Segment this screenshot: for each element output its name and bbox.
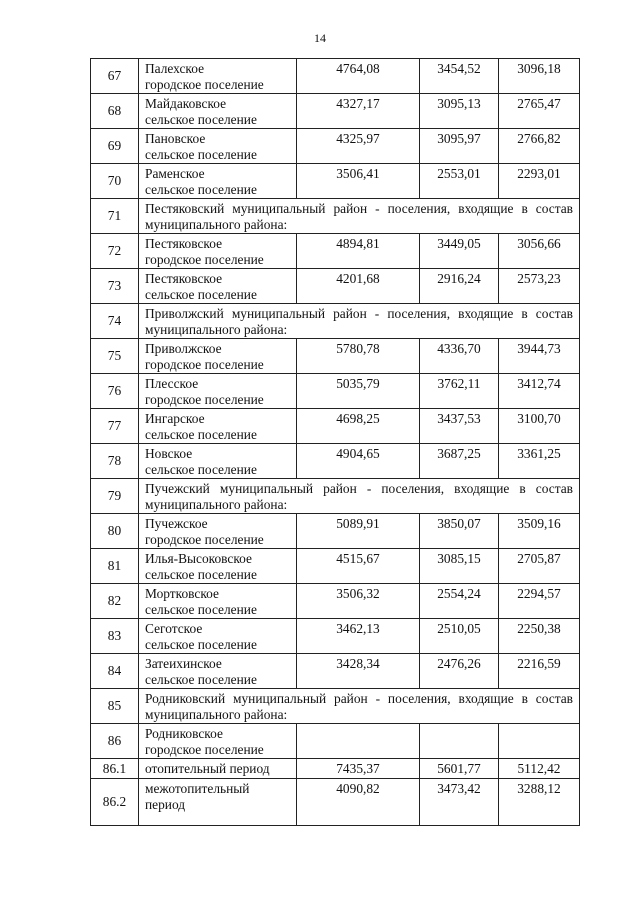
table-row: [91, 444, 580, 479]
settlement-name-line: Пестяковское: [145, 236, 223, 251]
table-row: [91, 759, 580, 779]
settlement-name-line: городское поселение: [145, 531, 264, 547]
value-cell-3: 3100,70: [499, 409, 580, 444]
value-cell-1: 4515,67: [297, 549, 420, 584]
district-header: Пучежский муниципальный район - поселения, входящие в состав муниципального района:: [139, 479, 580, 514]
settlement-name: [139, 269, 297, 304]
settlement-name-line: Пучежское: [145, 516, 208, 531]
value-cell-1: 4325,97: [297, 129, 420, 164]
value-cell-2: 2510,05: [420, 619, 499, 654]
value-cell-3: 2294,57: [499, 584, 580, 619]
value-cell-1: 4894,81: [297, 234, 420, 269]
value-cell-2: 2554,24: [420, 584, 499, 619]
settlement-name-line: городское поселение: [145, 391, 264, 407]
table-body: [91, 59, 580, 826]
value-cell-3: 2293,01: [499, 164, 580, 199]
row-number: 77: [91, 409, 139, 444]
value-cell-2: 3449,05: [420, 234, 499, 269]
settlement-name-line: Палехское: [145, 61, 205, 76]
value-cell-3: 2705,87: [499, 549, 580, 584]
settlement-name: [139, 374, 297, 409]
settlement-name-line: Приволжское: [145, 341, 222, 356]
table-row: [91, 234, 580, 269]
settlement-name-line: Ингарское: [145, 411, 205, 426]
settlement-name-line: городское поселение: [145, 356, 264, 372]
table-row: [91, 514, 580, 549]
table-row: [91, 129, 580, 164]
row-number: 72: [91, 234, 139, 269]
settlement-name-line: сельское поселение: [145, 111, 257, 127]
row-number: 73: [91, 269, 139, 304]
table-row: [91, 654, 580, 689]
settlement-name: [139, 514, 297, 549]
row-number: 71: [91, 199, 139, 234]
settlement-name-line: сельское поселение: [145, 146, 257, 162]
value-cell-3: [499, 724, 580, 759]
table-row: [91, 339, 580, 374]
value-cell-3: 3412,74: [499, 374, 580, 409]
table-row: [91, 269, 580, 304]
value-cell-1: 5780,78: [297, 339, 420, 374]
value-cell-3: 2216,59: [499, 654, 580, 689]
settlement-name-line: Илья-Высоковское: [145, 551, 252, 566]
table-row: [91, 409, 580, 444]
value-cell-1: 3506,32: [297, 584, 420, 619]
value-cell-2: 5601,77: [420, 759, 499, 779]
row-number: 74: [91, 304, 139, 339]
settlement-name-line: Майдаковское: [145, 96, 227, 111]
row-number: 76: [91, 374, 139, 409]
settlement-name: [139, 164, 297, 199]
value-cell-2: 3095,97: [420, 129, 499, 164]
settlement-name-line: сельское поселение: [145, 181, 257, 197]
value-cell-1: 4090,82: [297, 779, 420, 826]
settlement-name-line: Раменское: [145, 166, 205, 181]
value-cell-3: 3361,25: [499, 444, 580, 479]
row-number: 68: [91, 94, 139, 129]
settlement-name-line: сельское поселение: [145, 461, 257, 477]
value-cell-1: 4201,68: [297, 269, 420, 304]
table-row: [91, 199, 580, 234]
settlement-name-line: Затеихинское: [145, 656, 222, 671]
table-row: [91, 479, 580, 514]
table-row: [91, 374, 580, 409]
value-cell-1: 3462,13: [297, 619, 420, 654]
value-cell-1: [297, 724, 420, 759]
value-cell-2: 3454,52: [420, 59, 499, 94]
row-number: 67: [91, 59, 139, 94]
table-row: [91, 584, 580, 619]
settlement-name-line: городское поселение: [145, 76, 264, 92]
row-number: 69: [91, 129, 139, 164]
settlement-name-line: межотопительный: [145, 781, 250, 796]
row-number: 83: [91, 619, 139, 654]
settlement-name-line: сельское поселение: [145, 566, 257, 582]
settlement-name: [139, 129, 297, 164]
settlement-name: [139, 584, 297, 619]
district-header: Родниковский муниципальный район - поселения, входящие в состав муниципального района:: [139, 689, 580, 724]
settlement-name: [139, 234, 297, 269]
row-number: 75: [91, 339, 139, 374]
value-cell-2: 3762,11: [420, 374, 499, 409]
value-cell-3: 5112,42: [499, 759, 580, 779]
settlement-name-line: сельское поселение: [145, 601, 257, 617]
value-cell-1: 3506,41: [297, 164, 420, 199]
settlement-name-line: городское поселение: [145, 741, 264, 757]
value-cell-1: 7435,37: [297, 759, 420, 779]
value-cell-2: 3437,53: [420, 409, 499, 444]
settlement-name: [139, 339, 297, 374]
settlement-name-line: Мортковское: [145, 586, 219, 601]
settlement-name: [139, 759, 297, 779]
settlement-name-line: Плесское: [145, 376, 199, 391]
value-cell-2: [420, 724, 499, 759]
row-number: 81: [91, 549, 139, 584]
district-header: Приволжский муниципальный район - поселения, входящие в состав муниципального района:: [139, 304, 580, 339]
settlement-name-line: период: [145, 796, 186, 812]
value-cell-2: 2476,26: [420, 654, 499, 689]
settlement-name: [139, 59, 297, 94]
value-cell-2: 3085,15: [420, 549, 499, 584]
value-cell-2: 4336,70: [420, 339, 499, 374]
settlement-name-line: сельское поселение: [145, 671, 257, 687]
value-cell-1: 4764,08: [297, 59, 420, 94]
settlement-name: [139, 94, 297, 129]
row-number: 84: [91, 654, 139, 689]
value-cell-2: 2553,01: [420, 164, 499, 199]
value-cell-3: 3096,18: [499, 59, 580, 94]
value-cell-1: 4904,65: [297, 444, 420, 479]
settlement-name: [139, 779, 297, 826]
value-cell-3: 2250,38: [499, 619, 580, 654]
table-row: [91, 779, 580, 826]
table-row: [91, 94, 580, 129]
value-cell-1: 5089,91: [297, 514, 420, 549]
value-cell-1: 4327,17: [297, 94, 420, 129]
row-number: 82: [91, 584, 139, 619]
settlement-name-line: отопительный период: [145, 761, 270, 776]
page-number: 14: [314, 31, 326, 45]
value-cell-3: 2766,82: [499, 129, 580, 164]
value-cell-2: 2916,24: [420, 269, 499, 304]
tariff-table: [90, 58, 580, 826]
settlement-name-line: сельское поселение: [145, 286, 257, 302]
settlement-name-line: Сеготское: [145, 621, 203, 636]
settlement-name-line: сельское поселение: [145, 426, 257, 442]
value-cell-1: 5035,79: [297, 374, 420, 409]
settlement-name-line: Пановское: [145, 131, 206, 146]
settlement-name: [139, 724, 297, 759]
row-number: 70: [91, 164, 139, 199]
value-cell-3: 2765,47: [499, 94, 580, 129]
table-row: [91, 164, 580, 199]
table-row: [91, 689, 580, 724]
row-number: 79: [91, 479, 139, 514]
settlement-name: [139, 549, 297, 584]
settlement-name-line: городское поселение: [145, 251, 264, 267]
value-cell-3: 3944,73: [499, 339, 580, 374]
value-cell-2: 3095,13: [420, 94, 499, 129]
settlement-name: [139, 619, 297, 654]
row-number: 86: [91, 724, 139, 759]
row-number: 86.2: [91, 779, 139, 826]
row-number: 80: [91, 514, 139, 549]
table-row: [91, 619, 580, 654]
row-number: 85: [91, 689, 139, 724]
row-number: 86.1: [91, 759, 139, 779]
value-cell-3: 3056,66: [499, 234, 580, 269]
value-cell-3: 3509,16: [499, 514, 580, 549]
value-cell-2: 3473,42: [420, 779, 499, 826]
table-row: [91, 549, 580, 584]
settlement-name: [139, 444, 297, 479]
value-cell-3: 2573,23: [499, 269, 580, 304]
table-row: [91, 59, 580, 94]
settlement-name-line: Пестяковское: [145, 271, 223, 286]
district-header: Пестяковский муниципальный район - поселения, входящие в состав муниципального района:: [139, 199, 580, 234]
row-number: 78: [91, 444, 139, 479]
value-cell-1: 3428,34: [297, 654, 420, 689]
settlement-name-line: сельское поселение: [145, 636, 257, 652]
settlement-name-line: Новское: [145, 446, 193, 461]
value-cell-2: 3687,25: [420, 444, 499, 479]
value-cell-1: 4698,25: [297, 409, 420, 444]
settlement-name: [139, 409, 297, 444]
value-cell-3: 3288,12: [499, 779, 580, 826]
table-row: [91, 304, 580, 339]
value-cell-2: 3850,07: [420, 514, 499, 549]
settlement-name-line: Родниковское: [145, 726, 223, 741]
table-row: [91, 724, 580, 759]
settlement-name: [139, 654, 297, 689]
